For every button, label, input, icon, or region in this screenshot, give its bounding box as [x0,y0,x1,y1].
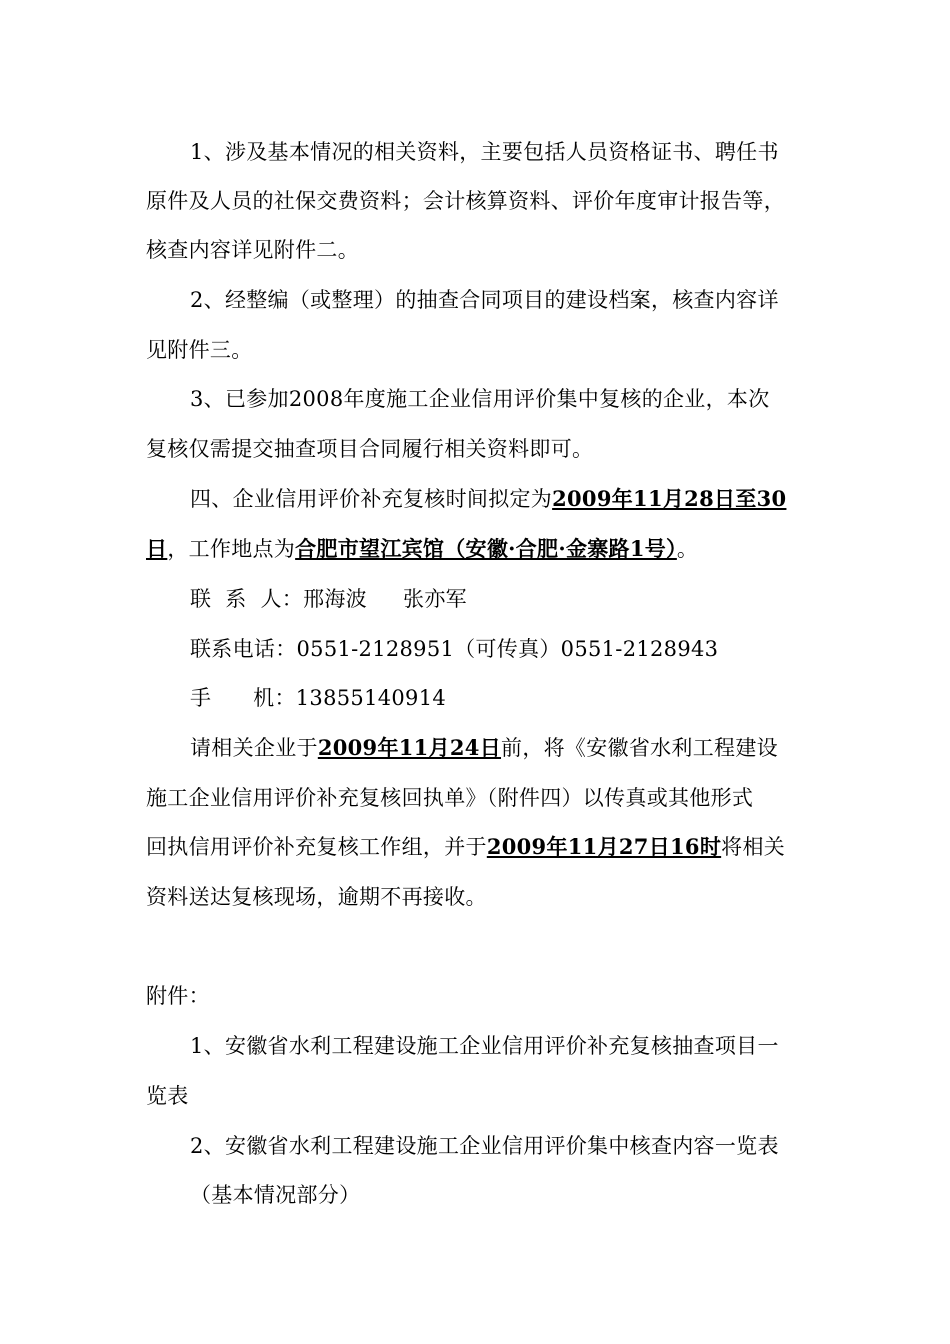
item1-line1: 1、涉及基本情况的相关资料，主要包括人员资格证书、聘任书 [190,140,779,164]
receipt-deadline: 2009年11月24日 [317,735,502,760]
contact-person-label: 联 系 人： [190,587,304,611]
review-location: 合肥市望江宾馆（安徽·合肥·金寨路1号） [295,536,677,561]
materials-deadline: 2009年11月27日16时 [486,834,722,859]
contact-mobile-label: 手 机： [190,686,296,710]
attachment-2-line2: （基本情况部分） [190,1183,361,1207]
section4-prefix: 四、企业信用评价补充复核时间拟定为 [190,487,553,511]
attachment-1-line2: 览表 [146,1084,189,1108]
request-line2: 施工企业信用评价补充复核回执单》（附件四）以传真或其他形式 [146,786,754,810]
attachment-2-line1: 2、安徽省水利工程建设施工企业信用评价集中核查内容一览表 [190,1134,779,1158]
request-text-1: 请相关企业于 [190,736,318,760]
section4-line2 [146,534,698,564]
review-date-range-end: 日 [146,536,168,561]
contact-person-2: 张亦军 [403,587,467,611]
attachment-1-line1: 1、安徽省水利工程建设施工企业信用评价补充复核抽查项目一 [190,1034,779,1058]
contact-person-1: 邢海波 [303,587,368,611]
section4-line1 [190,484,786,514]
section4-middle: ，工作地点为 [167,537,296,561]
request-text-4: 将相关 [721,835,786,859]
item3-line2: 复核仅需提交抽查项目合同履行相关资料即可。 [146,437,594,461]
item2-line2: 见附件三。 [146,338,253,362]
request-line4: 资料送达复核现场，逾期不再接收。 [146,885,487,909]
item2-line1: 2、经整编（或整理）的抽查合同项目的建设档案，核查内容详 [190,288,779,312]
item3-line1: 3、已参加2008年度施工企业信用评价集中复核的企业，本次 [190,387,770,411]
item1-line3: 核查内容详见附件二。 [146,238,359,262]
request-text-2: 前，将《安徽省水利工程建设 [501,736,778,760]
request-line3 [146,832,785,862]
section4-end: 。 [676,537,699,561]
review-date-range: 2009年11月28日至30 [552,486,787,511]
request-text-3: 回执信用评价补充复核工作组，并于 [146,835,487,859]
contact-phone-label: 联系电话： [190,637,297,661]
attachments-label: 附件： [146,984,210,1008]
contact-mobile-line [190,683,446,713]
contact-phone-value: 0551-2128951（可传真）0551-2128943 [296,637,719,661]
contact-phone-line [190,634,718,664]
item1-line2: 原件及人员的社保交费资料；会计核算资料、评价年度审计报告等， [146,189,785,213]
contact-mobile-value: 13855140914 [295,686,447,710]
request-line1 [190,733,778,763]
contact-person-line [190,584,467,614]
